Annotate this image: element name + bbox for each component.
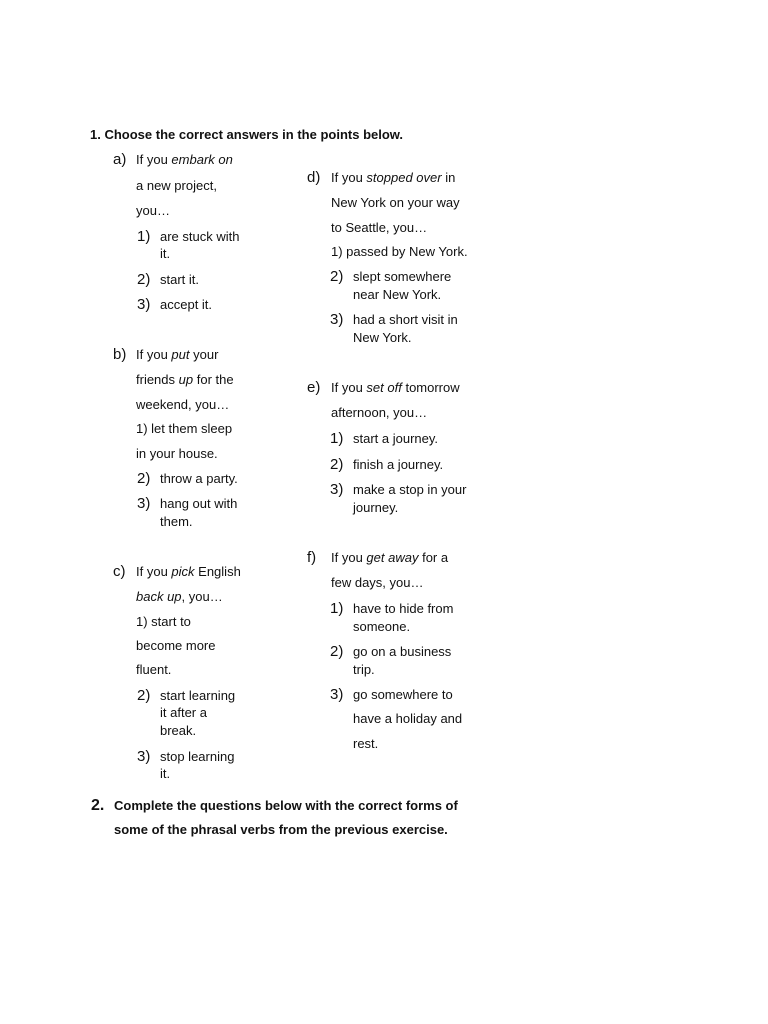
item-f-option-1-line-2: someone.	[353, 619, 411, 634]
exercise-1-title: 1. Choose the correct answers in the points below.	[90, 127, 404, 142]
item-f-option-1-number: 1)	[330, 600, 344, 617]
item-f-option-3-line-3: rest.	[353, 736, 379, 751]
exercise-2-instructions-line-1: Complete the questions below with the correct forms of	[114, 798, 458, 813]
item-b-question-line-3: weekend, you…	[136, 397, 230, 412]
item-c-option-2-line-1: start learning	[160, 688, 236, 703]
item-d-option-3-line-2: New York.	[353, 330, 412, 345]
item-c-option-2-line-3: break.	[160, 723, 197, 738]
item-e-option-1-number: 1)	[330, 430, 344, 447]
item-b-option-1-line-1: 1) let them sleep	[136, 421, 233, 436]
item-f-question-line-1: If you get away for a	[331, 550, 449, 565]
item-d-option-1: 1) passed by New York.	[331, 244, 468, 259]
item-e-option-2-number: 2)	[330, 456, 344, 473]
item-b-option-2: throw a party.	[160, 471, 238, 486]
item-f-marker: f)	[307, 549, 317, 566]
item-d-question-line-3: to Seattle, you…	[331, 220, 428, 235]
item-c-marker: c)	[113, 563, 126, 580]
item-e-question-line-1: If you set off tomorrow	[331, 380, 460, 395]
item-c-option-2-number: 2)	[137, 687, 151, 704]
exercise-2-instructions-line-2: some of the phrasal verbs from the previous exercise.	[114, 822, 448, 837]
item-f-option-1-line-1: have to hide from	[353, 601, 454, 616]
item-d-option-2-line-2: near New York.	[353, 287, 442, 302]
item-d-option-3-line-1: had a short visit in	[353, 312, 458, 327]
item-b-marker: b)	[113, 346, 127, 363]
item-f-option-2-number: 2)	[330, 643, 344, 660]
item-c-question-line-2: back up, you…	[136, 589, 223, 604]
item-a-question-line-1: If you embark on	[136, 152, 233, 167]
item-a-option-1-line-1: are stuck with	[160, 229, 240, 244]
item-c-option-3-number: 3)	[137, 748, 151, 765]
item-a-marker: a)	[113, 151, 127, 168]
item-c-option-1-line-1: 1) start to	[136, 614, 191, 629]
item-c-option-2-line-2: it after a	[160, 705, 207, 720]
item-e-marker: e)	[307, 379, 321, 396]
item-d-marker: d)	[307, 169, 321, 186]
item-a-question-line-3: you…	[136, 203, 170, 218]
exercise-2-number: 2.	[91, 797, 105, 814]
item-a-question-line-2: a new project,	[136, 178, 217, 193]
item-b-option-2-number: 2)	[137, 470, 151, 487]
item-e-option-3-line-2: journey.	[353, 500, 399, 515]
item-a-option-2-number: 2)	[137, 271, 151, 288]
item-a-option-1-number: 1)	[137, 228, 151, 245]
item-c-option-3-line-2: it.	[160, 766, 171, 781]
item-c-option-3-line-1: stop learning	[160, 749, 235, 764]
item-b-question-line-2: friends up for the	[136, 372, 234, 387]
item-f-option-3-line-2: have a holiday and	[353, 711, 463, 726]
item-b-option-3-line-2: them.	[160, 514, 193, 529]
item-b-question-line-1: If you put your	[136, 347, 219, 362]
item-b-option-1-line-2: in your house.	[136, 446, 218, 461]
item-b-option-3-number: 3)	[137, 495, 151, 512]
item-e-option-3-number: 3)	[330, 481, 344, 498]
item-c-question-line-1: If you pick English	[136, 564, 241, 579]
item-f-option-3-line-1: go somewhere to	[353, 687, 453, 702]
item-a-option-3: accept it.	[160, 297, 213, 312]
item-e-option-3-line-1: make a stop in your	[353, 482, 467, 497]
item-f-question-line-2: few days, you…	[331, 575, 424, 590]
item-a-option-3-number: 3)	[137, 296, 151, 313]
item-f-option-2-line-2: trip.	[353, 662, 375, 677]
item-d-question-line-2: New York on your way	[331, 195, 460, 210]
item-e-option-2: finish a journey.	[353, 457, 444, 472]
item-f-option-3-number: 3)	[330, 686, 344, 703]
item-d-option-2-number: 2)	[330, 268, 344, 285]
item-a-option-2: start it.	[160, 272, 200, 287]
item-a-option-1-line-2: it.	[160, 246, 171, 261]
item-c-option-1-line-3: fluent.	[136, 662, 172, 677]
item-e-option-1: start a journey.	[353, 431, 439, 446]
item-d-option-2-line-1: slept somewhere	[353, 269, 452, 284]
item-d-question-line-1: If you stopped over in	[331, 170, 456, 185]
item-f-option-2-line-1: go on a business	[353, 644, 452, 659]
item-e-question-line-2: afternoon, you…	[331, 405, 428, 420]
item-b-option-3-line-1: hang out with	[160, 496, 238, 511]
item-c-option-1-line-2: become more	[136, 638, 216, 653]
item-d-option-3-number: 3)	[330, 311, 344, 328]
